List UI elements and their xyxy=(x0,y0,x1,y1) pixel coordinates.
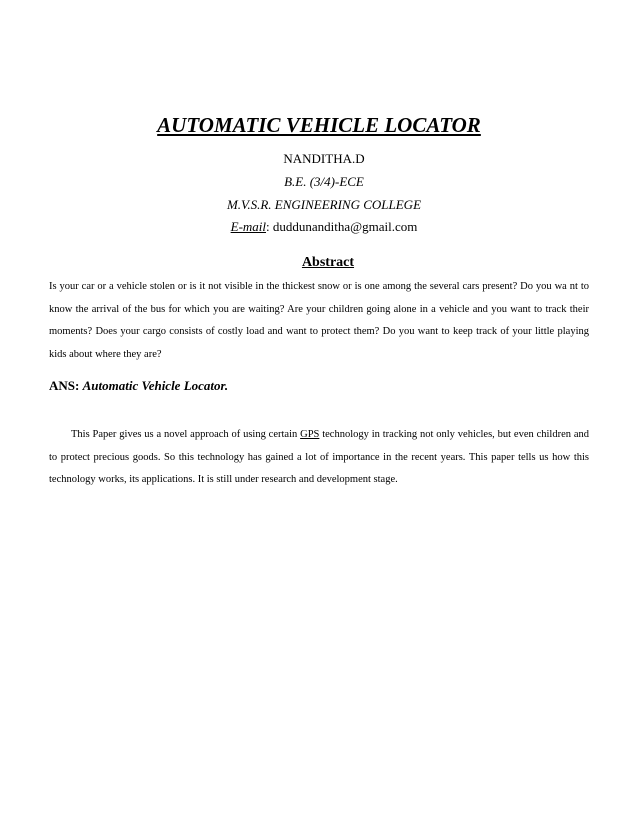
answer-line xyxy=(49,378,228,394)
answer-text: Automatic Vehicle Locator. xyxy=(82,378,229,393)
answer-label: ANS: xyxy=(49,378,83,393)
author-name: NANDITHA.D xyxy=(283,151,365,166)
author-degree: B.E. (3/4)-ECE xyxy=(284,174,364,189)
paragraph-2-start: This Paper gives us a novel approach of using certain xyxy=(71,429,301,440)
paper-title: AUTOMATIC VEHICLE LOCATOR xyxy=(157,113,481,137)
email-separator: : xyxy=(266,219,270,234)
gps-term: GPS xyxy=(300,429,320,440)
email-address: duddunanditha@gmail.com xyxy=(269,219,418,234)
abstract-paragraph-1: Is your car or a vehicle stolen or is it not visible in the thickest snow or is one among the several cars present? Do you wa nt to know the arrival of the bus for which you are waiting? Are your children going alone in a vehicle and you want to track their moments? Does your cargo consists of costly load and want to protect them? Do you want to keep track of your little playing kids about where they are? xyxy=(49,281,589,360)
abstract-paragraph-2 xyxy=(49,424,589,492)
author-email-line xyxy=(0,219,638,235)
abstract-heading: Abstract xyxy=(301,255,355,270)
paragraph-2-end: technology in tracking not only vehicles, but even children and to protect precious goods. So this technology has gained a lot of importance in the recent years. This paper tells us how this technology works, its applications. It is still under research and development stage. xyxy=(49,429,590,485)
email-label: E-mail xyxy=(230,219,267,234)
author-college: M.V.S.R. ENGINEERING COLLEGE xyxy=(226,197,422,212)
